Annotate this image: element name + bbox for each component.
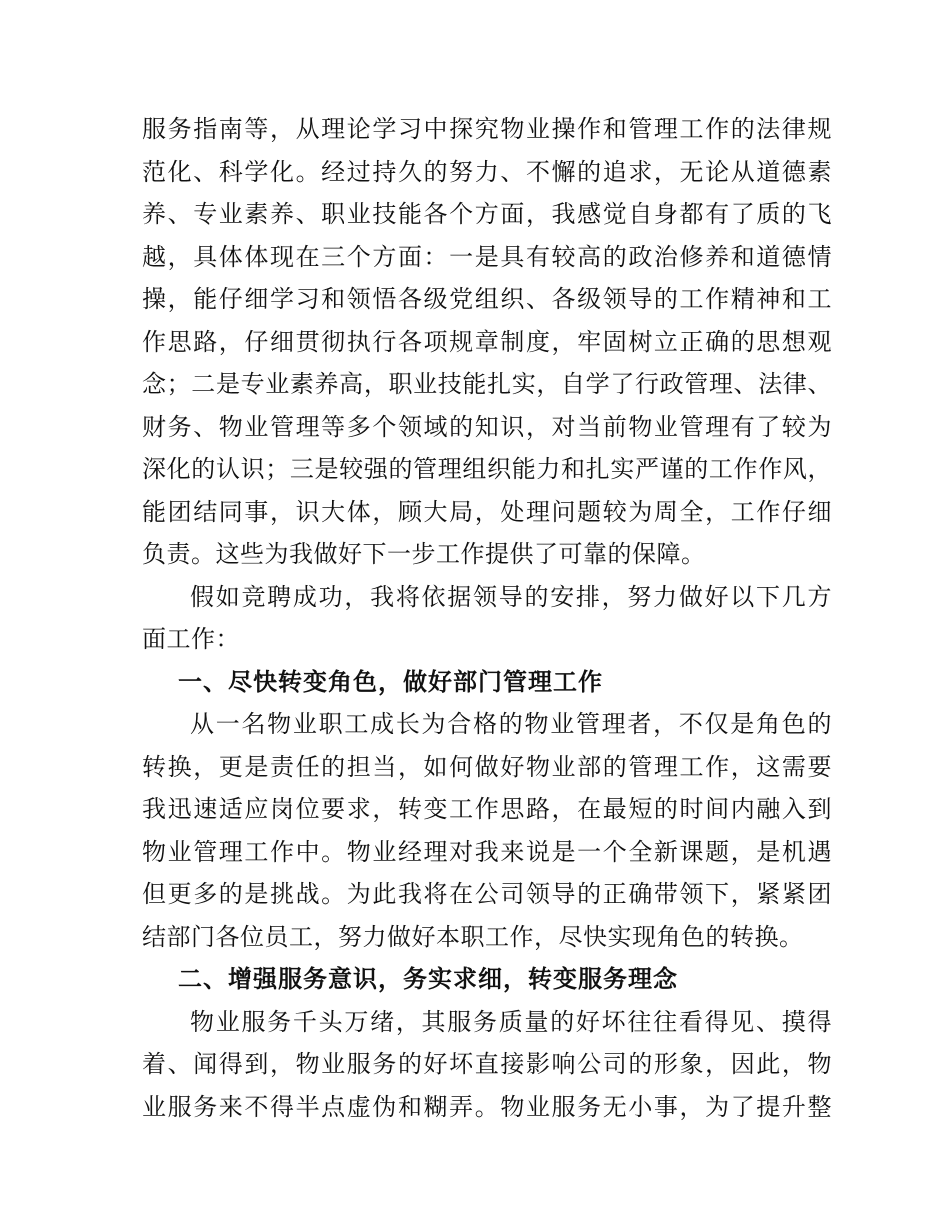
text-line: 业服务来不得半点虚伪和糊弄。物业服务无小事，为了提升整 bbox=[142, 1092, 832, 1121]
text-line: 深化的认识；三是较强的管理组织能力和扎实严谨的工作作风， bbox=[142, 455, 832, 483]
text-line: 操，能仔细学习和领悟各级党组织、各级领导的工作精神和工 bbox=[142, 285, 832, 313]
text-line: 假如竞聘成功，我将依据领导的安排，努力做好以下几方 bbox=[190, 582, 832, 611]
text-line: 着、闻得到，物业服务的好坏直接影响公司的形象，因此，物 bbox=[142, 1050, 832, 1078]
section-heading: 一、尽快转变角色，做好部门管理工作 bbox=[178, 667, 603, 696]
text-line: 从一名物业职工成长为合格的物业管理者，不仅是角色的 bbox=[190, 710, 832, 738]
text-line: 财务、物业管理等多个领域的知识，对当前物业管理有了较为 bbox=[142, 412, 832, 441]
text-line: 转换，更是责任的担当，如何做好物业部的管理工作，这需要 bbox=[142, 752, 832, 781]
text-line: 但更多的是挑战。为此我将在公司领导的正确带领下，紧紧团 bbox=[142, 880, 832, 908]
text-line: 范化、科学化。经过持久的努力、不懈的追求，无论从道德素 bbox=[142, 157, 832, 186]
text-line: 服务指南等，从理论学习中探究物业操作和管理工作的法律规 bbox=[142, 115, 832, 143]
text-line: 结部门各位员工，努力做好本职工作，尽快实现角色的转换。 bbox=[142, 922, 804, 951]
text-line: 面工作： bbox=[142, 625, 240, 653]
section-heading: 二、增强服务意识，务实求细，转变服务理念 bbox=[178, 965, 678, 993]
document-body bbox=[142, 108, 832, 1128]
text-line: 负责。这些为我做好下一步工作提供了可靠的保障。 bbox=[142, 540, 706, 568]
text-line: 养、专业素养、职业技能各个方面，我感觉自身都有了质的飞 bbox=[142, 200, 832, 228]
text-line: 能团结同事，识大体，顾大局，处理问题较为周全，工作仔细 bbox=[142, 497, 832, 526]
text-line: 作思路，仔细贯彻执行各项规章制度，牢固树立正确的思想观 bbox=[142, 327, 832, 356]
text-line: 越，具体体现在三个方面：一是具有较高的政治修养和道德情 bbox=[142, 242, 832, 271]
text-line: 我迅速适应岗位要求，转变工作思路，在最短的时间内融入到 bbox=[142, 795, 832, 823]
text-line: 念；二是专业素养高，职业技能扎实，自学了行政管理、法律、 bbox=[142, 370, 832, 398]
text-line: 物业管理工作中。物业经理对我来说是一个全新课题，是机遇 bbox=[142, 837, 832, 866]
text-line: 物业服务千头万绪，其服务质量的好坏往往看得见、摸得 bbox=[190, 1007, 832, 1036]
